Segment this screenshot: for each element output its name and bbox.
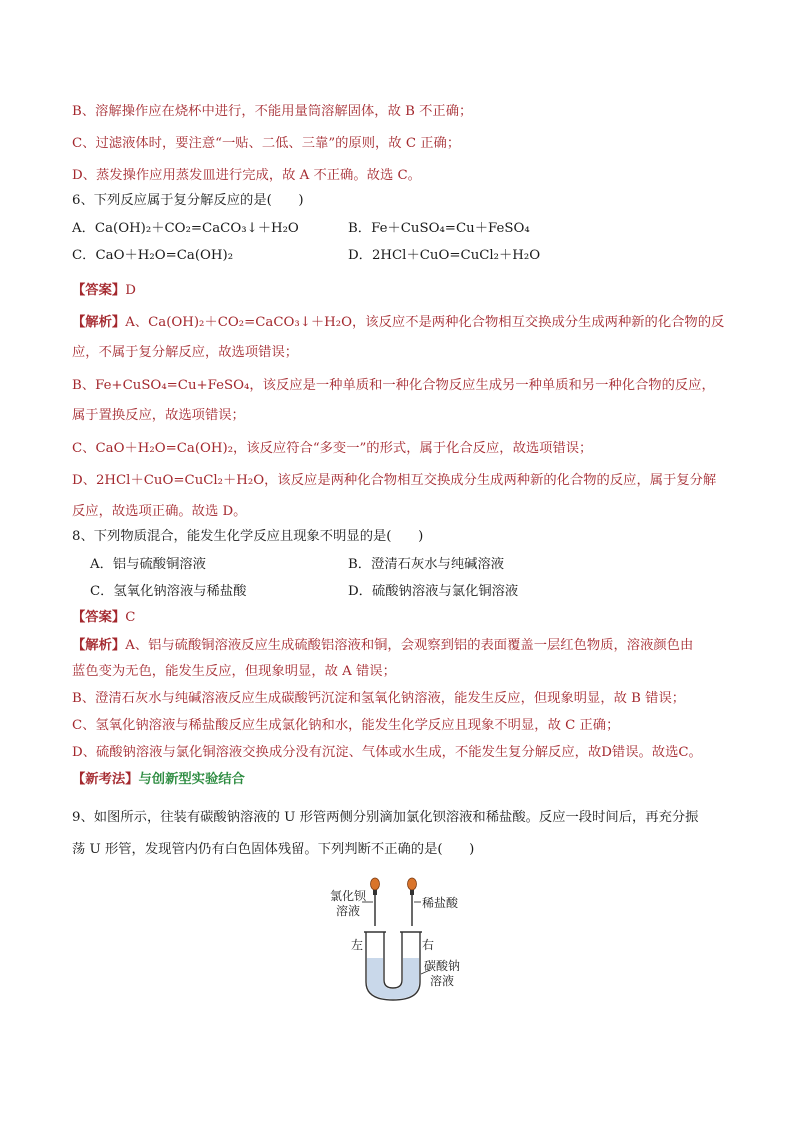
question-8-stem: 8、下列物质混合，能发生化学反应且现象不明显的是( ) <box>72 529 424 544</box>
q6-analysis-line: B、Fe+CuSO₄=Cu+FeSO₄，该反应是一种单质和一种化合物反应生成另一种单质和另一种化合物的反应， <box>72 378 715 393</box>
q8-option-d: D．硫酸钠溶液与氯化铜溶液 <box>348 584 519 599</box>
answer-tag: 【答案】 <box>72 610 126 625</box>
q8-answer <box>72 608 732 628</box>
q8-option-c: C．氢氧化钠溶液与稀盐酸 <box>90 584 247 599</box>
label-bacl2: 氯化钡 <box>330 889 367 903</box>
section-tag: 【新考法】 <box>72 772 139 787</box>
q6-option-b: B．Fe＋CuSO₄=Cu＋FeSO₄ <box>348 221 530 236</box>
question-6-stem: 6、下列反应属于复分解反应的是( ) <box>72 193 304 208</box>
analysis-text: A、铝与硫酸铜溶液反应生成硫酸铝溶液和铜，会观察到铝的表面覆盖一层红色物质，溶液颜色由 <box>125 638 694 653</box>
section-heading <box>72 770 732 790</box>
label-left: 左 <box>351 938 364 952</box>
label-right: 右 <box>422 938 435 952</box>
analysis-line: D、蒸发操作应用蒸发皿进行完成，故 A 不正确。故选 C。 <box>72 168 421 183</box>
section-title: 与创新型实验结合 <box>138 772 245 787</box>
q8-option-b: B．澄清石灰水与纯碱溶液 <box>348 557 505 572</box>
q6-analysis-line: C、CaO＋H₂O=Ca(OH)₂，该反应符合“多变一”的形式，属于化合反应，故选项错误； <box>72 441 593 456</box>
q6-answer <box>72 281 732 301</box>
q6-analysis-line <box>72 313 732 333</box>
q6-option-c: C．CaO＋H₂O=Ca(OH)₂ <box>72 248 234 263</box>
answer-tag: 【答案】 <box>72 283 126 298</box>
q8-analysis-line <box>72 636 732 656</box>
q6-option-a: A．Ca(OH)₂＋CO₂=CaCO₃↓＋H₂O <box>72 221 299 236</box>
q8-analysis-line: C、氢氧化钠溶液与稀盐酸反应生成氯化钠和水，能发生化学反应且现象不明显，故 C 正确； <box>72 718 620 733</box>
q6-analysis-line: 属于置换反应，故选项错误； <box>72 408 245 423</box>
answer-value: C <box>125 610 136 625</box>
analysis-tag: 【解析】 <box>72 638 126 653</box>
q6-analysis-line: D、2HCl＋CuO=CuCl₂＋H₂O，该反应是两种化合物相互交换成分生成两种新的化合物的反应，属于复分解 <box>72 473 717 488</box>
q8-analysis-line: 蓝色变为无色，能发生反应，但现象明显，故 A 错误； <box>72 664 396 679</box>
question-9-stem: 荡 U 形管，发现管内仍有白色固体残留。下列判断不正确的是( ) <box>72 842 475 857</box>
answer-value: D <box>125 283 136 298</box>
label-na2co3: 碳酸钠 <box>424 959 461 973</box>
analysis-line: B、溶解操作应在烧杯中进行，不能用量筒溶解固体，故 B 不正确； <box>72 104 473 119</box>
q6-option-d: D．2HCl＋CuO=CuCl₂＋H₂O <box>348 248 541 263</box>
q6-analysis-line: 应，不属于复分解反应，故选项错误； <box>72 345 299 360</box>
q6-analysis-line: 反应，故选项正确。故选 D。 <box>72 504 247 519</box>
analysis-line: C、过滤液体时，要注意“一贴、二低、三靠”的原则，故 C 正确； <box>72 136 461 151</box>
label-hcl: 稀盐酸 <box>422 896 459 910</box>
question-9-stem: 9、如图所示，往装有碳酸钠溶液的 U 形管两侧分别滴加氯化钡溶液和稀盐酸。反应一段时间后，再充分振 <box>72 810 699 825</box>
q8-analysis-line: D、硫酸钠溶液与氯化铜溶液交换成分没有沉淀、气体或水生成，不能发生复分解反应，故D错误。故选C。 <box>72 745 702 760</box>
analysis-tag: 【解析】 <box>72 315 126 330</box>
analysis-text: A、Ca(OH)₂＋CO₂=CaCO₃↓＋H₂O，该反应不是两种化合物相互交换成分生成两种新的化合物的反 <box>125 315 725 330</box>
q8-option-a: A．铝与硫酸铜溶液 <box>90 557 206 572</box>
label-bacl2-solution: 溶液 <box>336 904 361 918</box>
u-tube <box>364 932 430 1000</box>
label-na2co3-solution: 溶液 <box>430 974 455 988</box>
u-tube-diagram <box>318 874 468 1004</box>
q8-analysis-line: B、澄清石灰水与纯碱溶液反应生成碳酸钙沉淀和氢氧化钠溶液，能发生反应，但现象明显，故 B 错误； <box>72 691 686 706</box>
